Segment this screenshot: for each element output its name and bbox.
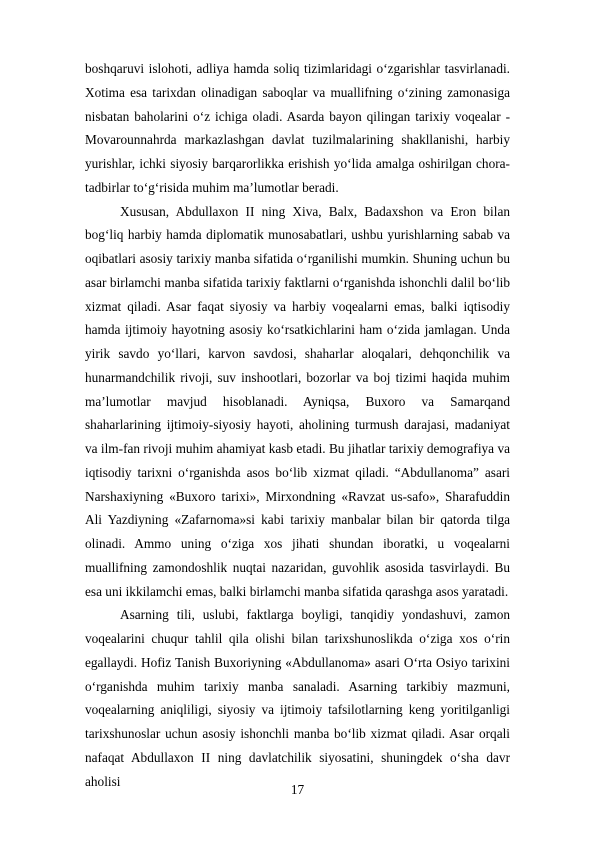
paragraph-3: Asarning tili, uslubi, faktlarga boyligi, tanqidiy yondashuvi, zamon voqealarini chuqur tahlil qila olishi bilan tarixshunoslikda o‘ziga xos o‘rin egallaydi. Hofiz Tanish Buxoriyning «Abdullanoma» asari O‘rta Osiyo tarixini o‘rganishda muhim tarixiy manba sanaladi. Asarning tarkibiy mazmuni, voqealarning aniqliligi, siyosiy va ijtimoiy tafsilotlarning keng yoritilganligi tarixshunoslar uchun asosiy ishonchli manba bo‘lib xizmat qiladi. Asar orqali nafaqat Abdullaxon II ning davlatchilik siyosatini, shuningdek o‘sha davr aholisi (85, 607, 510, 789)
paragraph-1: boshqaruvi islohoti, adliya hamda soliq tizimlaridagi o‘zgarishlar tasvirlanadi. Xotima esa tarixdan olinadigan saboqlar va muallifning o‘zining zamonasiga nisbatan baholarini o‘z ichiga oladi. Asarda bayon qilingan tarixiy voqealar - Movarounnahrda markazlashgan davlat tuzilmalarining shakllanishi, harbiy yurishlar, ichki siyosiy barqarorlikka erishish yo‘lida amalga oshirilgan chora-tadbirlar to‘g‘risida muhim ma’lumotlar beradi. (85, 61, 510, 195)
paragraph-2: Xususan, Abdullaxon II ning Xiva, Balx, Badaxshon va Eron bilan bog‘liq harbiy hamda diplomatik munosabatlari, ushbu yurishlarning sabab va oqibatlari asosiy tarixiy manba sifatida o‘rganilishi mumkin. Shuning uchun bu asar birlamchi manba sifatida tarixiy faktlarni o‘rganishda ishonchli dalil bo‘lib xizmat qiladi. Asar faqat siyosiy va harbiy voqealarni emas, balki iqtisodiy hamda ijtimoiy hayotning asosiy ko‘rsatkichlarini ham o‘zida jamlagan. Unda yirik savdo yo‘llari, karvon savdosi, shaharlar aloqalari, dehqonchilik va hunarmandchilik rivoji, suv inshootlari, bozorlar va boj tizimi haqida muhim ma’lumotlar mavjud hisoblanadi. Ayniqsa, Buxoro va Samarqand shaharlarining ijtimoiy-siyosiy hayoti, aholining turmush darajasi, madaniyat va ilm-fan rivoji muhim ahamiyat kasb etadi. Bu jihatlar tarixiy demografiya va iqtisodiy tarixni o‘rganishda asos bo‘lib xizmat qiladi. “Abdullanoma” asari Narshaxiyning «Buxoro tarixi», Mirxondning «Ravzat us-safo», Sharafuddin Ali Yazdiyning «Zafarnoma»si kabi tarixiy manbalar bilan bir qatorda tilga olinadi. Ammo uning o‘ziga xos jihati shundan iboratki, u voqealarni muallifning zamondoshlik nuqtai nazaridan, guvohlik asosida tasvirlaydi. Bu esa uni ikkilamchi emas, balki birlamchi manba sifatida qarashga asos yaratadi. (85, 203, 510, 599)
body-text (85, 57, 510, 793)
page-number: 17 (290, 782, 305, 797)
